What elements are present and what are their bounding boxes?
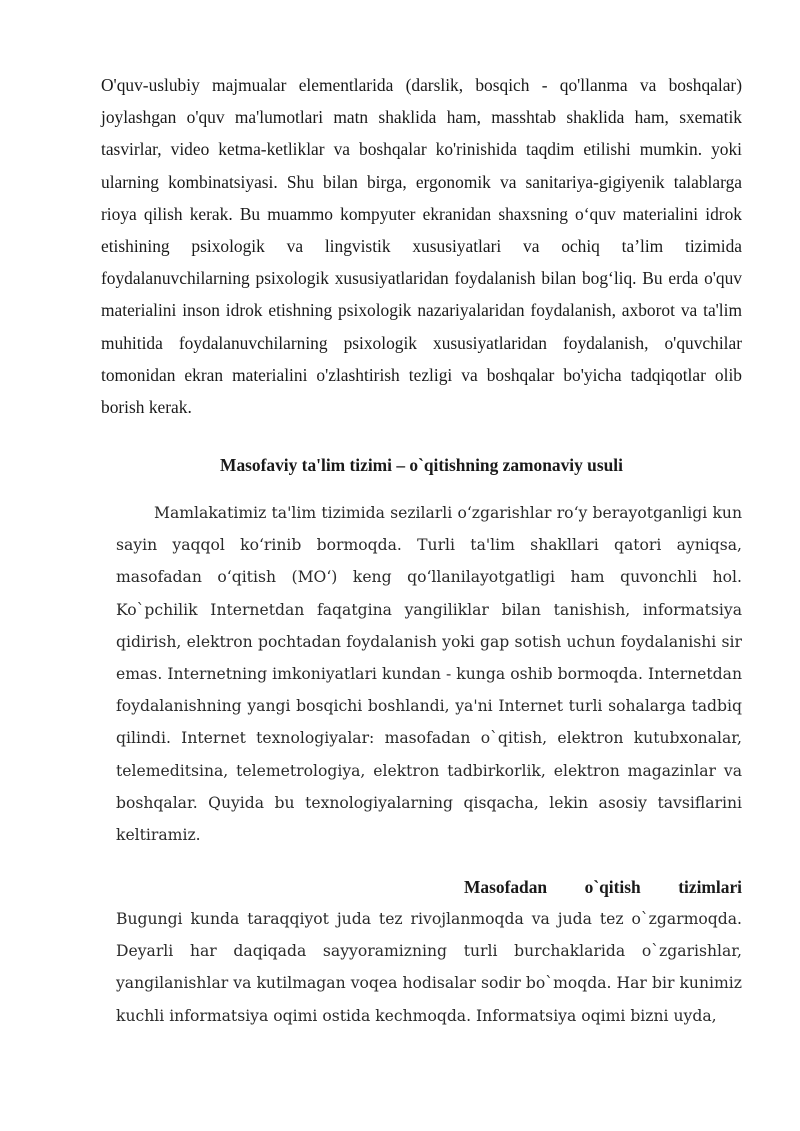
paragraph-internet-technologies-text: Mamlakatimiz ta'lim tizimida sezilarli o‘zgarishlar ro‘y berayotganligi kun sayin yaqqol ko‘rinib bormoqda. Turli ta'lim shakllari qatori ayniqsa, masofadan o‘qitish (MO‘) keng qo‘llanilayotgatligi ham quvonchli hol. Ko`pchilik Internetdan faqatgina yangiliklar bilan tanishish, informatsiya qidirish, elektron pochtadan foydalanish yoki gap sotish uchun foydalanishi sir emas. Internetning imkoniyatlari kundan - kunga oshib bormoqda. Internetdan foydalanishning yangi bosqichi boshlandi, ya'ni Internet turli sohalarga tadbiq qilindi. Internet texnologiyalar: masofadan o`qitish, elektron kutubxonalar, telemeditsina, telemetrologiya, elektron tadbirkorlik, elektron magazinlar va boshqalar. Quyida bu texnologiyalarning qisqacha, lekin asosiy tavsiflarini keltiramiz. xyxy=(116,504,742,845)
paragraph-educational-materials: O'quv-uslubiy majmualar elementlarida (darslik, bosqich - qo'llanma va boshqalar) joylashgan o'quv ma'lumotlari matn shaklida ham, masshtab shaklida ham, sxematik tasvirlar, video ketma-ketliklar va boshqalar ko'rinishida taqdim etilishi mumkin. yoki ularning kombinatsiyasi. Shu bilan birga, ergonomik va sanitariya-gigiyenik talablarga rioya qilish kerak. Bu muammo kompyuter ekranidan shaxsning o‘quv materialini idrok etishining psixologik va lingvistik xususiyatlari va ochiq ta’lim tizimida foydalanuvchilarning psixologik xususiyatlaridan foydalanish bilan bog‘liq. Bu erda o'quv materialini inson idrok etishning psixologik nazariyalaridan foydalanish, axborot va ta'lim muhitida foydalanuvchilarning psixologik xususiyatlaridan foydalanish, o'quvchilar tomonidan ekran materialini o'zlashtirish tezligi va boshqalar bo'yicha tadqiqotlar olib borish kerak. xyxy=(101,75,742,418)
section-heading-distance-education: Masofaviy ta'lim tizimi – o`qitishning zamonaviy usuli xyxy=(220,455,623,475)
section-heading-text: Masofadan o`qitish tizimlari xyxy=(464,877,742,897)
paragraph-internet-technologies xyxy=(116,497,742,851)
section-heading-distance-learning-systems xyxy=(116,871,742,903)
paragraph-rapid-development: Bugungi kunda taraqqiyot juda tez rivojlanmoqda va juda tez o`zgarmoqda. Deyarli har daqiqada sayyoramizning turli burchaklarida o`zgarishlar, yangilanishlar va kutilmagan voqea hodisalar sodir bo`moqda. Har bir kunimiz kuchli informatsiya oqimi ostida kechmoqda. Informatsiya oqimi bizni uyda, xyxy=(116,910,742,1025)
